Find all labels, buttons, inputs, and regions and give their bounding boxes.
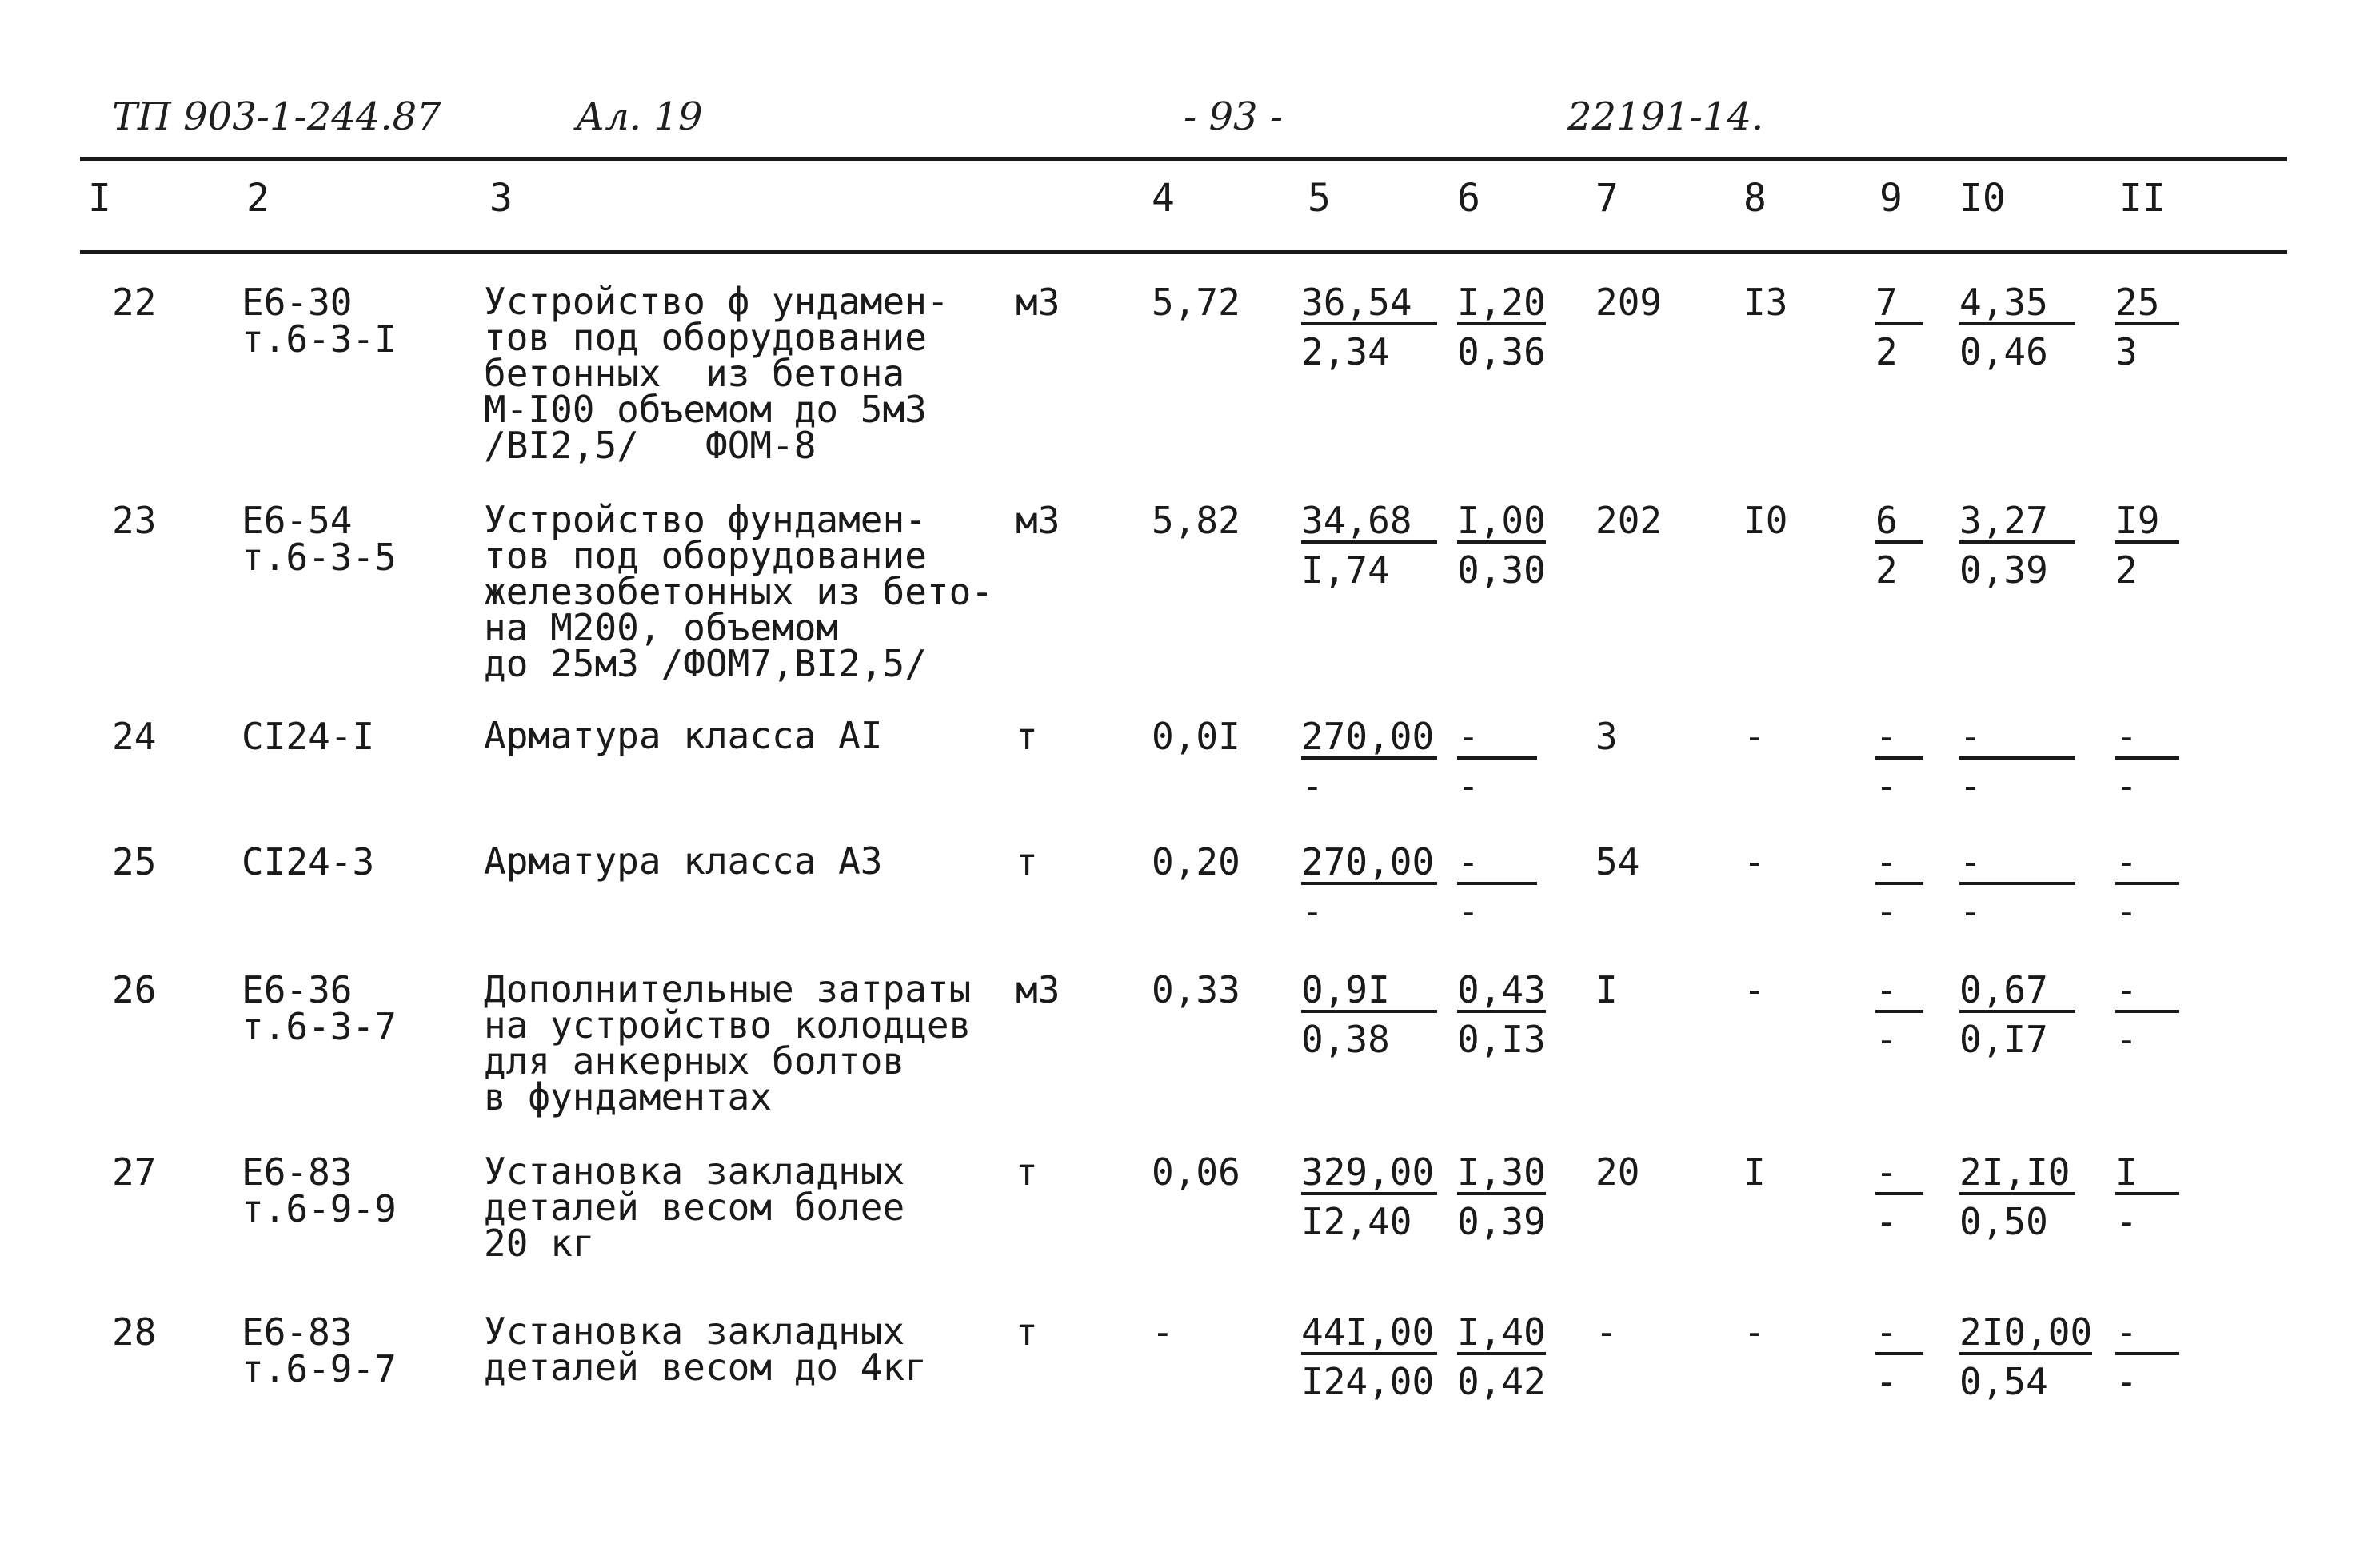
col8-value: - [1743,840,1766,883]
c6-denominator: - [1457,890,1480,933]
c5-fraction [1301,968,1437,1061]
c10-fraction [1959,1150,2075,1243]
c5-fraction [1301,281,1437,373]
c11-fraction [2115,1150,2179,1243]
c10-denominator: 0,I7 [1959,1018,2048,1061]
norm-code: Е6-83 т.6-9-7 [242,1310,397,1390]
c5-numerator: 0,9I [1301,971,1437,1013]
sheet-number: Ал. 19 [576,94,703,139]
c11-numerator: - [2115,971,2179,1013]
c10-denominator: - [1959,890,1982,933]
col8-value: I [1743,1150,1766,1194]
c9-fraction [1875,968,1923,1061]
c6-fraction [1457,715,1537,807]
work-description: Дополнительные затраты на устройство колодцев для анкерных болтов в фундаментах [484,967,972,1118]
col7-value: 20 [1595,1150,1640,1194]
c9-denominator: - [1875,764,1898,807]
c5-denominator: 2,34 [1301,330,1390,373]
c9-fraction [1875,840,1923,933]
work-description: Устройство фундамен- тов под оборудование железобетонных из бето- на М200, объемом до 25м3 /ФОМ7,BI2,5/ [484,498,993,685]
row-number: 22 [112,281,157,324]
c10-numerator: - [1959,843,2075,885]
unit: т [1016,1150,1038,1194]
quantity: 5,82 [1152,499,1240,542]
c6-numerator: I,40 [1457,1310,1546,1354]
col8-value: - [1743,1310,1766,1354]
c9-numerator: - [1875,971,1923,1013]
col7-value: - [1595,1310,1618,1354]
c11-numerator: - [2115,843,2179,885]
c9-numerator: 7 [1875,284,1923,325]
c6-denominator: 0,42 [1457,1360,1546,1403]
c11-numerator: I [2115,1154,2179,1195]
row-number: 24 [112,715,157,758]
norm-code: Е6-30 т.6-3-I [242,281,397,361]
col7-value: 3 [1595,715,1618,758]
row-number: 28 [112,1310,157,1354]
column-header: 9 [1879,176,1903,221]
c10-numerator: 4,35 [1959,284,2075,325]
unit: м3 [1016,499,1060,542]
c11-numerator: - [2115,1314,2179,1355]
unit: т [1016,840,1038,883]
c11-fraction [2115,1310,2179,1403]
c5-denominator: - [1301,890,1324,933]
work-description: Устройство ф ундамен- тов под оборудование бетонных из бетона М-I00 объемом до 5м3 /BI2,5/ ФОМ-8 [484,280,949,467]
unit: т [1016,1310,1038,1354]
c6-denominator: 0,36 [1457,330,1546,373]
c9-numerator: - [1875,843,1923,885]
column-header: 6 [1457,176,1480,221]
c10-fraction [1959,968,2075,1061]
c5-fraction [1301,715,1437,807]
c6-fraction [1457,281,1546,373]
c6-numerator: 0,43 [1457,968,1546,1011]
col8-value: - [1743,968,1766,1011]
column-header: II [2119,176,2166,221]
c9-fraction [1875,1310,1923,1403]
c5-numerator: 34,68 [1301,502,1437,544]
quantity: 0,20 [1152,840,1240,883]
row-number: 25 [112,840,157,883]
c5-numerator: 270,00 [1301,843,1437,885]
row-number: 26 [112,968,157,1011]
c11-fraction [2115,715,2179,807]
c11-fraction [2115,840,2179,933]
work-description: Арматура класса AI [484,714,883,757]
c9-denominator: - [1875,1200,1898,1243]
c10-fraction [1959,715,2075,807]
header-rule-top [80,157,2287,161]
c9-numerator: - [1875,718,1923,760]
c9-numerator: - [1875,1154,1923,1195]
c10-fraction [1959,840,2075,933]
c11-fraction [2115,499,2179,592]
norm-code: CI24-I [242,715,375,758]
col8-value: - [1743,715,1766,758]
quantity: 0,33 [1152,968,1240,1011]
unit: т [1016,715,1038,758]
c6-denominator: 0,39 [1457,1200,1546,1243]
c11-numerator: - [2115,718,2179,760]
c11-denominator: - [2115,1360,2138,1403]
c11-denominator: - [2115,890,2138,933]
header-rule-bottom [80,250,2287,254]
c9-denominator: - [1875,1018,1898,1061]
column-header: 4 [1152,176,1175,221]
column-header: I0 [1959,176,2006,221]
row-number: 23 [112,499,157,542]
col7-value: 202 [1595,499,1663,542]
quantity: 0,0I [1152,715,1240,758]
c6-fraction [1457,1150,1546,1243]
c5-numerator: 329,00 [1301,1154,1437,1195]
c10-numerator: 3,27 [1959,502,2075,544]
work-description: Арматура класса А3 [484,839,883,883]
norm-code: CI24-3 [242,840,375,883]
c5-numerator: 44I,00 [1301,1314,1437,1355]
quantity: - [1152,1310,1174,1354]
column-header: 7 [1595,176,1619,221]
c5-denominator: 0,38 [1301,1018,1390,1061]
c9-denominator: - [1875,1360,1898,1403]
c10-denominator: 0,46 [1959,330,2048,373]
c9-denominator: 2 [1875,548,1898,592]
c5-denominator: I2,40 [1301,1200,1412,1243]
c10-numerator: - [1959,718,2075,760]
c6-numerator: I,00 [1457,499,1546,542]
c5-fraction [1301,1310,1437,1403]
column-header: I [88,176,111,221]
c6-fraction [1457,840,1537,933]
c11-denominator: 3 [2115,330,2138,373]
c11-fraction [2115,968,2179,1061]
c6-numerator: I,30 [1457,1150,1546,1194]
c10-denominator: 0,39 [1959,548,2048,592]
norm-code: Е6-83 т.6-9-9 [242,1150,397,1230]
c9-fraction [1875,1150,1923,1243]
c5-denominator: - [1301,764,1324,807]
column-header: 2 [246,176,270,221]
c9-denominator: 2 [1875,330,1898,373]
c11-denominator: - [2115,1018,2138,1061]
work-description: Установка закладных деталей весом до 4кг [484,1310,927,1389]
work-description: Установка закладных деталей весом более 20 кг [484,1150,905,1265]
column-header: 5 [1308,176,1331,221]
col8-value: I0 [1743,499,1788,542]
c5-denominator: I24,00 [1301,1360,1435,1403]
c10-numerator: 2I0,00 [1959,1310,2093,1354]
quantity: 0,06 [1152,1150,1240,1194]
c11-fraction [2115,281,2179,373]
c11-denominator: - [2115,1200,2138,1243]
c6-numerator: - [1457,843,1537,885]
c10-fraction [1959,499,2075,592]
norm-code: Е6-54 т.6-3-5 [242,499,397,579]
c11-denominator: 2 [2115,548,2138,592]
c6-numerator: - [1457,718,1537,760]
col7-value: 54 [1595,840,1640,883]
c5-fraction [1301,499,1437,592]
c10-denominator: 0,54 [1959,1360,2048,1403]
c6-denominator: - [1457,764,1480,807]
c6-fraction [1457,1310,1546,1403]
c5-denominator: I,74 [1301,548,1390,592]
col7-value: 209 [1595,281,1663,324]
document-number: 22191-14. [1567,94,1764,139]
c6-denominator: 0,I3 [1457,1018,1546,1061]
c5-fraction [1301,1150,1437,1243]
c9-numerator: 6 [1875,502,1923,544]
c9-fraction [1875,281,1923,373]
quantity: 5,72 [1152,281,1240,324]
c9-numerator: - [1875,1314,1923,1355]
col8-value: I3 [1743,281,1788,324]
c6-denominator: 0,30 [1457,548,1546,592]
c6-fraction [1457,968,1546,1061]
document-code: ТП 903-1-244.87 [112,94,441,139]
c10-numerator: 2I,I0 [1959,1154,2075,1195]
c5-numerator: 36,54 [1301,284,1437,325]
c11-numerator: 25 [2115,284,2179,325]
c10-denominator: 0,50 [1959,1200,2048,1243]
unit: м3 [1016,281,1060,324]
page-number: - 93 - [1184,94,1284,139]
c10-fraction [1959,281,2075,373]
unit: м3 [1016,968,1060,1011]
c10-fraction [1959,1310,2093,1403]
c10-numerator: 0,67 [1959,971,2075,1013]
c6-fraction [1457,499,1546,592]
c11-denominator: - [2115,764,2138,807]
norm-code: Е6-36 т.6-3-7 [242,968,397,1048]
c6-numerator: I,20 [1457,281,1546,324]
c5-numerator: 270,00 [1301,718,1437,760]
column-header: 3 [489,176,513,221]
c11-numerator: I9 [2115,502,2179,544]
c10-denominator: - [1959,764,1982,807]
col7-value: I [1595,968,1618,1011]
c9-fraction [1875,499,1923,592]
row-number: 27 [112,1150,157,1194]
column-header: 8 [1743,176,1767,221]
c9-fraction [1875,715,1923,807]
c9-denominator: - [1875,890,1898,933]
c5-fraction [1301,840,1437,933]
